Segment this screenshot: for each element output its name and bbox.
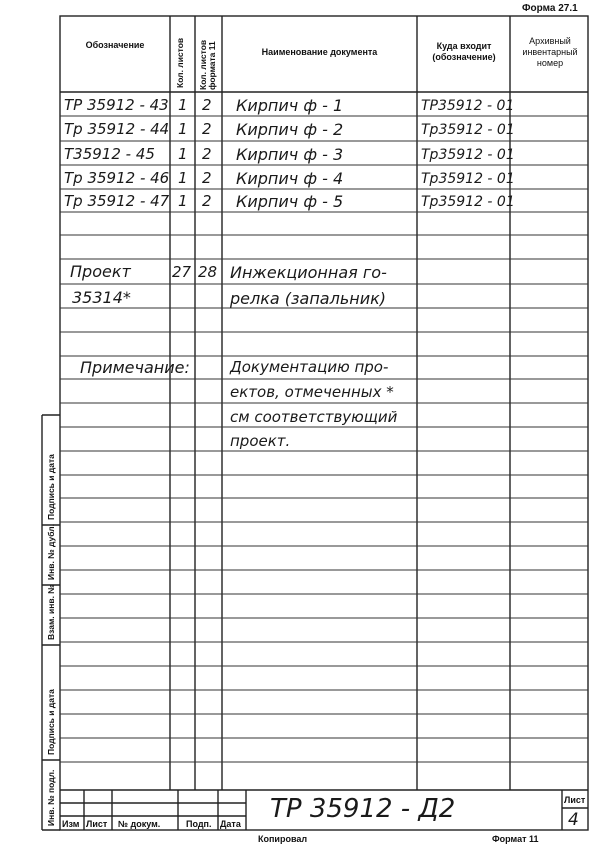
row-name: Кирпич ф - 5	[236, 192, 344, 211]
row-sheets: 1	[178, 145, 188, 163]
row-included: Тр35912 - 01	[421, 147, 515, 163]
row-included: Тр35912 - 01	[421, 122, 515, 138]
row-designation: Тр 35912 - 44	[64, 120, 170, 138]
row-format: 2	[202, 192, 212, 210]
note-line4: проект.	[230, 432, 291, 450]
row-sheets: 1	[178, 120, 188, 138]
side-label-vzam-inv: Взам. инв. №	[46, 584, 56, 640]
project-sheets: 27	[172, 263, 192, 281]
row-format: 2	[202, 120, 212, 138]
document-code: ТР 35912 - Д2	[270, 794, 456, 824]
footer-copied: Копировал	[258, 834, 308, 844]
title-list: Лист	[86, 819, 108, 829]
row-included: Тр35912 - 01	[421, 171, 515, 187]
footer-format: Формат 11	[492, 834, 539, 844]
row-sheets: 1	[178, 169, 188, 187]
project-name-line2: релка (запальник)	[230, 289, 387, 308]
title-sheet-number: 4	[568, 810, 579, 830]
row-sheets: 1	[178, 192, 188, 210]
row-included: ТР35912 - 01	[421, 98, 515, 114]
row-name: Кирпич ф - 1	[236, 96, 344, 115]
project-code: 35314*	[72, 288, 131, 307]
header-sheets: Кол. листов	[175, 37, 185, 88]
title-izm: Изм	[62, 819, 80, 829]
header-designation: Обозначение	[85, 40, 145, 50]
note-label: Примечание:	[80, 358, 190, 377]
header-doc-name: Наименование документа	[261, 47, 378, 57]
row-name: Кирпич ф - 3	[236, 145, 344, 164]
note-line2: ектов, отмеченных *	[230, 383, 394, 401]
side-label-sign-date-2: Подпись и дата	[46, 689, 56, 755]
row-designation: Тр 35912 - 46	[64, 169, 170, 187]
row-designation: Т35912 - 45	[64, 145, 155, 163]
title-date: Дата	[220, 819, 241, 829]
row-name: Кирпич ф - 4	[236, 169, 344, 188]
title-sign: Подп.	[186, 819, 212, 829]
row-designation: ТР 35912 - 43	[64, 96, 169, 114]
project-name-line1: Инжекционная го-	[230, 263, 387, 282]
form-label: Форма 27.1	[522, 3, 578, 14]
row-name: Кирпич ф - 2	[236, 120, 344, 139]
row-format: 2	[202, 169, 212, 187]
note-line3: см соответствующий	[230, 408, 398, 426]
header-included-in: Куда входит (обозначение)	[432, 41, 496, 62]
title-doc-no: № докум.	[118, 819, 161, 829]
row-included: Тр35912 - 01	[421, 194, 515, 210]
header-sheets-format: Кол. листов формата 11	[198, 39, 217, 90]
project-label: Проект	[70, 262, 131, 281]
header-archive-no: Архивный инвентарный номер	[522, 36, 578, 68]
row-designation: Тр 35912 - 47	[64, 192, 170, 210]
side-label-sign-date: Подпись и дата	[46, 454, 56, 520]
project-format: 28	[198, 263, 218, 281]
row-format: 2	[202, 145, 212, 163]
note-line1: Документацию про-	[230, 358, 389, 376]
side-label-inv-dubl: Инв. № дубл.	[46, 523, 56, 580]
row-format: 2	[202, 96, 212, 114]
row-sheets: 1	[178, 96, 188, 114]
title-sheet-label: Лист	[564, 795, 586, 805]
side-label-inv-orig: Инв. № подл.	[46, 769, 56, 826]
